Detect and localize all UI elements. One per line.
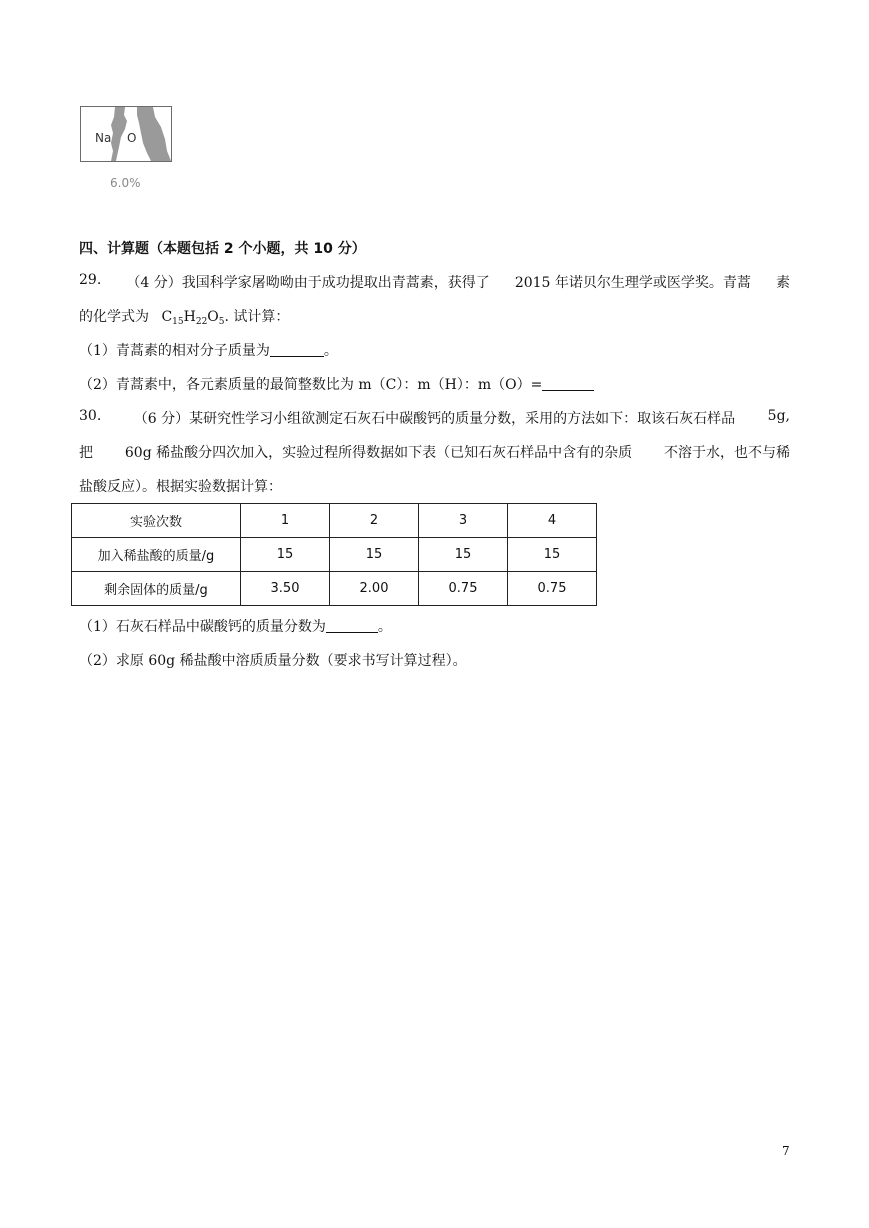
q30-line-2: [79, 442, 790, 462]
q30-text-c: 把: [79, 445, 93, 461]
q30-part-2: （2）求原 60g 稀盐酸中溶质质量分数（要求书写计算过程）。: [79, 653, 467, 669]
table-cell: 4: [508, 504, 597, 538]
q29-formula-suffix: . 试计算：: [224, 309, 290, 325]
q29-text-c: 素: [776, 275, 790, 291]
figure-label-na: Na: [95, 131, 112, 145]
answer-blank-29-2[interactable]: [542, 376, 594, 391]
q30-text-a: （6 分）某研究性学习小组欲测定石灰石中碳酸钙的质量分数，采用的方法如下：取该石灰石样品: [133, 411, 736, 427]
table-cell: 15: [241, 538, 330, 572]
q29-part-1-text: （1）青蒿素的相对分子质量为: [79, 343, 270, 359]
table-cell: 1: [241, 504, 330, 538]
section-heading: 四、计算题（本题包括 2 个小题，共 10 分）: [79, 241, 366, 257]
q29-number: 29.: [79, 272, 102, 288]
element-distribution-figure: [80, 106, 172, 162]
answer-blank-29-1[interactable]: [270, 342, 324, 357]
table-cell: 15: [508, 538, 597, 572]
q30-part-1: [79, 616, 392, 636]
table-cell: 实验次数: [72, 504, 241, 538]
q30-part-1-text: （1）石灰石样品中碳酸钙的质量分数为: [79, 619, 326, 635]
q29-part-2: [79, 374, 594, 394]
q30-text-d: 60g 稀盐酸分四次加入，实验过程所得数据如下表（已知石灰石样品中含有的杂质: [124, 445, 633, 461]
figure-label-o: O: [127, 131, 137, 145]
page-number: 7: [782, 1144, 790, 1158]
q30-text-e: 不溶于水，也不与稀: [663, 445, 790, 461]
table-row: [72, 572, 597, 606]
table-cell: 2.00: [330, 572, 419, 606]
q29-formula-prefix: 的化学式为: [79, 309, 149, 325]
table-cell: 3.50: [241, 572, 330, 606]
table-cell: 3: [419, 504, 508, 538]
q30-text-b: 5g,: [767, 408, 790, 424]
q29-text-a: （4 分）我国科学家屠呦呦由于成功提取出青蒿素，获得了: [126, 275, 490, 291]
q30-number: 30.: [79, 408, 102, 424]
figure-caption: 6.0%: [110, 176, 141, 190]
q29-line-2: [79, 306, 289, 327]
table-cell: 0.75: [508, 572, 597, 606]
table-cell: 15: [330, 538, 419, 572]
q30-part-1-end: 。: [377, 619, 392, 635]
q30-line-1: [79, 408, 790, 428]
table-row: [72, 538, 597, 572]
q30-line-3: 盐酸反应）。根据实验数据计算：: [79, 479, 282, 495]
table-cell: 0.75: [419, 572, 508, 606]
q29-text-b: 2015 年诺贝尔生理学或医学奖。青蒿: [514, 275, 751, 291]
q29-part-1-end: 。: [323, 343, 338, 359]
answer-blank-30-1[interactable]: [326, 618, 378, 633]
table-row: [72, 504, 597, 538]
experiment-data-table: [71, 503, 597, 606]
q29-part-1: [79, 340, 338, 360]
q29-line-1: [79, 272, 790, 292]
table-cell: 加入稀盐酸的质量/g: [72, 538, 241, 572]
table-cell: 15: [419, 538, 508, 572]
q29-part-2-text: （2）青蒿素中，各元素质量的最简整数比为 m（C）：m（H）：m（O）=: [79, 377, 543, 393]
table-cell: 剩余固体的质量/g: [72, 572, 241, 606]
table-cell: 2: [330, 504, 419, 538]
chemical-formula: $C_{15}H_{22}O_5$: [161, 309, 225, 327]
